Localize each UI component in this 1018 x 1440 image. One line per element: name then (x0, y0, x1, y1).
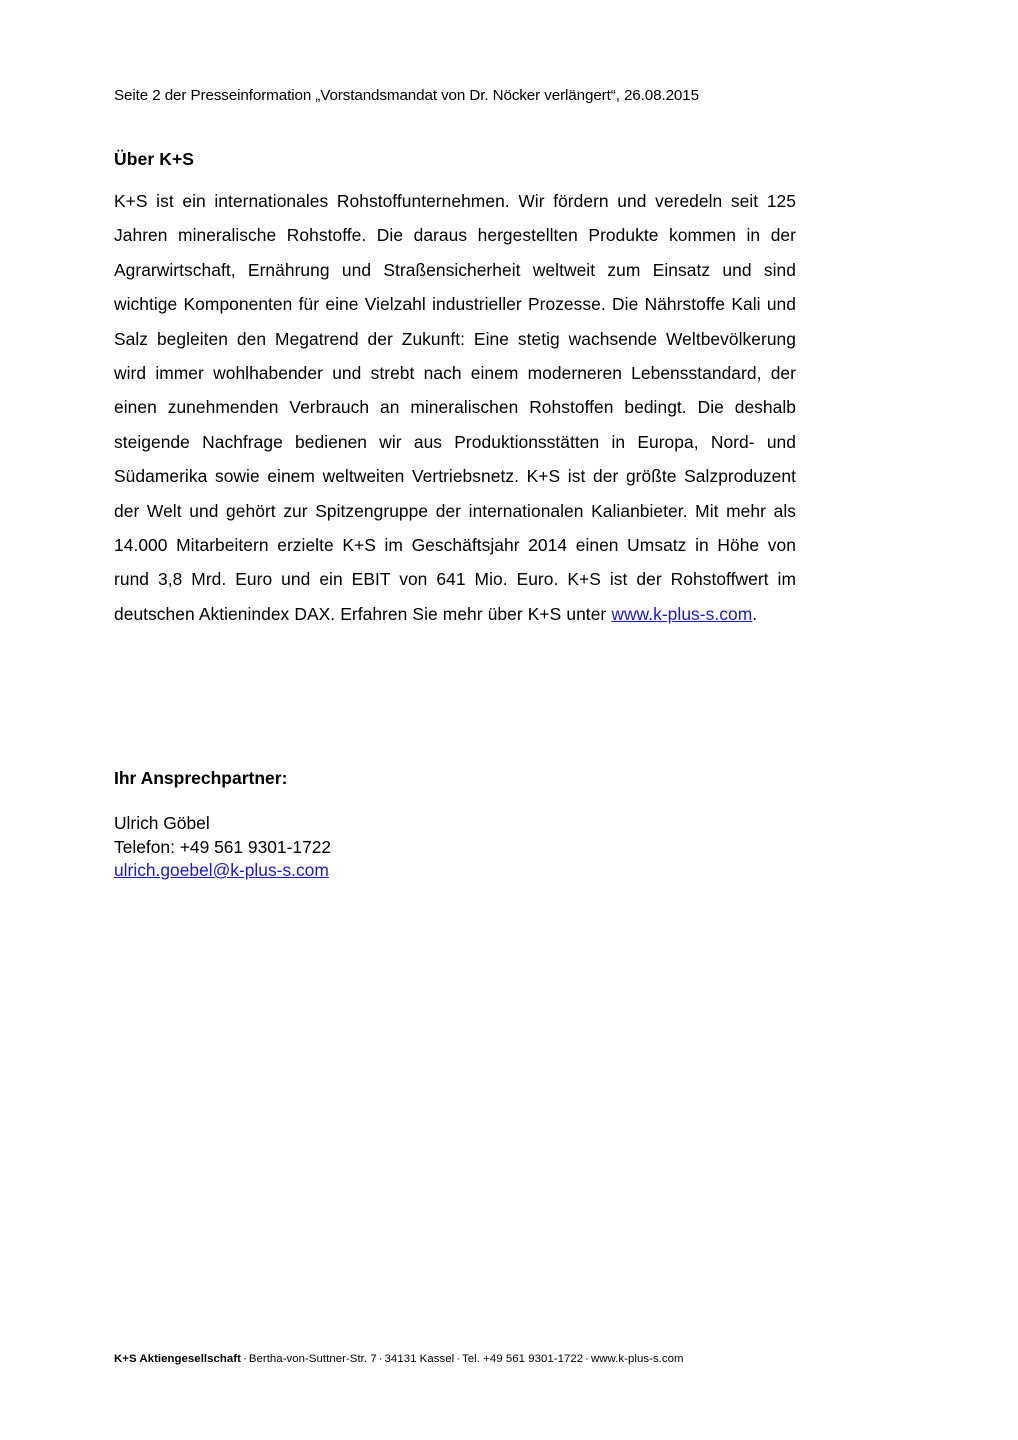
contact-email-link[interactable]: ulrich.goebel@k-plus-s.com (114, 860, 329, 880)
footer-street: Bertha-von-Suttner-Str. 7 (248, 1353, 377, 1365)
contact-name: Ulrich Göbel (114, 813, 210, 833)
about-body (114, 184, 796, 631)
footer-separator-3: · (456, 1353, 461, 1365)
footer-separator-1: · (242, 1353, 247, 1365)
section-heading-about: Über K+S (114, 149, 195, 169)
footer-organisation: K+S Aktiengesellschaft (114, 1353, 241, 1365)
about-paragraph (114, 184, 796, 631)
footer-city: 34131 Kassel (384, 1353, 455, 1365)
footer-website: www.k-plus-s.com (591, 1353, 684, 1365)
page-footer (114, 1351, 684, 1367)
footer-phone: Tel. +49 561 9301-1722 (462, 1353, 584, 1365)
contact-phone: Telefon: +49 561 9301-1722 (114, 836, 332, 857)
footer-separator-2: · (378, 1353, 383, 1365)
footer-separator-4: · (585, 1353, 589, 1365)
about-paragraph-text: K+S ist ein internationales Rohstoffunternehmen. Wir fördern und veredeln seit 125 Jahren mineralische Rohstoffe. Die daraus hergestellten Produkte kommen in der Agrarwirtschaft, Ernährung und Straßensicherheit weltweit zum Einsatz und sind wichtige Komponenten für eine Vielzahl industrieller Prozesse. Die Nährstoffe Kali und Salz begleiten den Megatrend der Zukunft: Eine stetig wachsende Weltbevölkerung wird immer wohlhabender und strebt nach einem moderneren Lebensstandard, der einen zunehmenden Verbrauch an mineralischen Rohstoffen bedingt. Die deshalb steigende Nachfrage bedienen wir aus Produktionsstätten in Europa, Nord- und Südamerika sowie einem weltweiten Vertriebsnetz. K+S ist der größte Salzproduzent der Welt und gehört zur Spitzengruppe der internationalen Kalianbieter. Mit mehr als 14.000 Mitarbeitern erzielte K+S im Geschäftsjahr 2014 einen Umsatz in Höhe von rund 3,8 Mrd. Euro und ein EBIT von 641 Mio. Euro. K+S ist der Rohstoffwert im deutschen Aktienindex DAX. Erfahren Sie mehr über K+S unter (114, 191, 796, 624)
contact-heading: Ihr Ansprechpartner: (114, 768, 288, 788)
page-header-line: Seite 2 der Presseinformation „Vorstandsmandat von Dr. Nöcker verlängert“, 26.08.2015 (114, 87, 699, 104)
company-website-link[interactable]: www.k-plus-s.com (611, 603, 753, 624)
about-paragraph-tail: . (752, 603, 758, 624)
contact-details (114, 812, 331, 883)
